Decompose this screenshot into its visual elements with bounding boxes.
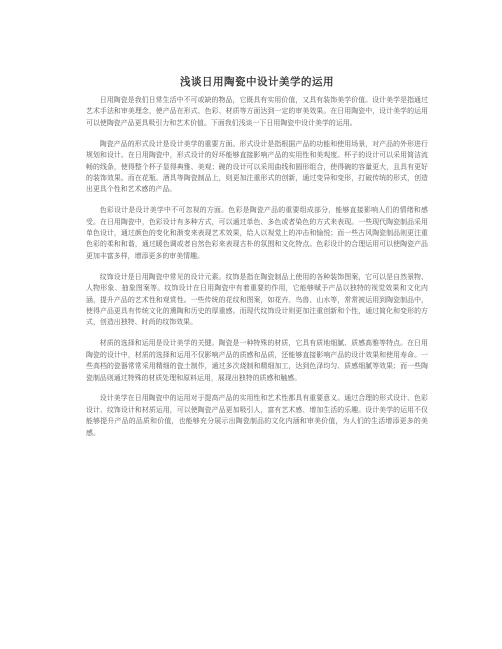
paragraph-pattern-design: 纹饰设计是日用陶瓷中常见的设计元素。纹饰是指在陶瓷制品上使用的各种装饰图案，它可以是自然景物、人物形象、抽象图案等。纹饰设计在日用陶瓷中有着重要的作用，它能够赋予产品以独特的视觉效果和文化内涵，提升产品的艺术性和观赏性。一些传统的花纹和图案，如花卉、鸟兽、山水等，常常被运用到陶瓷制品中，使得产品更具有传统文化的熏陶和历史的厚重感。而现代纹饰设计则更加注重创新和个性，通过简化和变形的方式，创造出独特、时尚的纹饰效果。 (86, 272, 428, 327)
paragraph-conclusion: 设计美学在日用陶瓷中的运用对于提高产品的实用性和艺术性都具有重要意义。通过合理的形式设计、色彩设计、纹饰设计和材质运用，可以使陶瓷产品更加吸引人，富有艺术感、增加生活的乐趣。设计美学的运用不仅能够提升产品的品质和价值，也能够充分展示出陶瓷制品的文化内涵和审美价值，为人们的生活增添更多的美感。 (86, 394, 428, 437)
document-page (86, 74, 428, 449)
paragraph-color-design: 色彩设计是设计美学中不可忽视的方面。色彩是陶瓷产品的重要组成部分，能够直接影响人们的情绪和感受。在日用陶瓷中，色彩设计有多种方式，可以通过单色、多色或者染色的方式来表现。一些现代陶瓷制品采用单色设计，通过颜色的变化和渐变来表现艺术效果，给人以视觉上的冲击和愉悦；而一些古风陶瓷制品则更注重色彩的柔和和谐，通过暖色调或者自然色彩来表现古朴的氛围和文化特点。色彩设计的合理运用可以使陶瓷产品更加丰富多样，增添更多的审美情趣。 (86, 206, 428, 260)
paragraph-form-design: 陶瓷产品的形式设计是设计美学的重要方面。形式设计是指根据产品的功能和使用场景，对产品的外形进行规划和设计。在日用陶瓷中，形式设计的好坏能够直接影响产品的实用性和美观度。杯子的设计可以采用简洁流畅的线条，使得整个杯子显得典雅、美观；碗的设计可以采用曲线和圆形组合，使得碗的容量更大，且具有更好的装饰效果。而在花瓶、酒具等陶瓷制品上，则更加注重形式的创新，通过变异和变形，打破传统的形式，创造出更具个性和艺术感的产品。 (86, 139, 428, 194)
document-title: 浅谈日用陶瓷中设计美学的运用 (180, 76, 334, 88)
paragraph-material: 材质的选择和运用是设计美学的关键。陶瓷是一种特殊的材质，它具有质地细腻、质感高雅等特点。在日用陶瓷的设计中，材质的选择和运用不仅影响产品的质感和品质，还能够直接影响产品的设计效果和使用寿命。一些高档的瓷器常常采用精细的瓷土制作，通过多次烧制和精细加工，达到色泽均匀、质感细腻等效果；而一些陶瓷制品则通过特殊的材质处理和原料运用，展现出独特的质感和触感。 (86, 339, 428, 382)
paragraph-intro: 日用陶瓷是我们日常生活中不可或缺的物品，它既具有实用价值，又具有装饰美学价值。设计美学是指通过艺术手法和审美理念，使产品在形式、色彩、材质等方面达到一定的审美效果。在日用陶瓷中，设计美学的运用可以使陶瓷产品更具吸引力和艺术价值。下面我们浅谈一下日用陶瓷中设计美学的运用。 (86, 96, 428, 127)
